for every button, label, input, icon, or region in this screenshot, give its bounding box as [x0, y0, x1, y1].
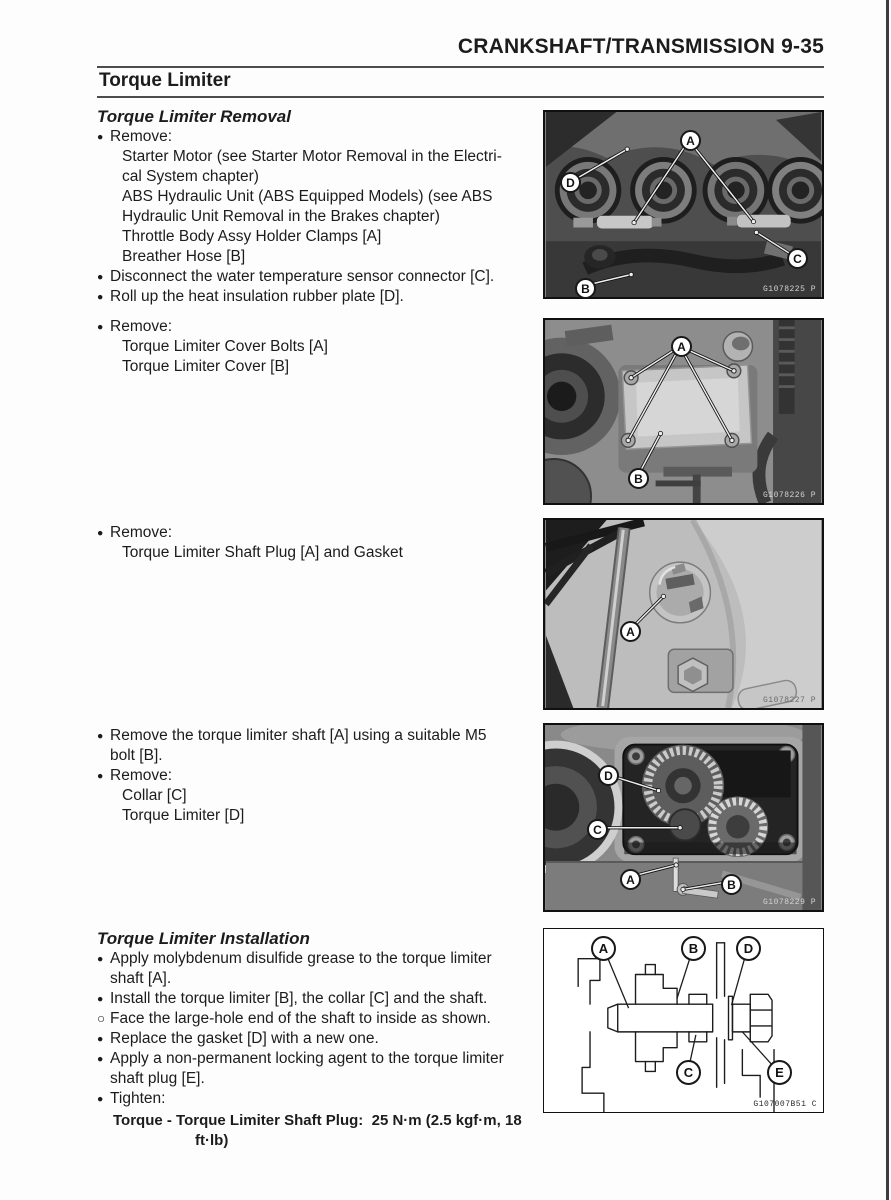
- callout-c: C: [676, 1060, 701, 1085]
- scan-edge-artifact: [886, 0, 889, 1200]
- instruction-line: [97, 1029, 545, 1049]
- instruction-line: [97, 147, 545, 167]
- instruction-text: Disconnect the water temperature sensor connector [C].: [110, 268, 495, 285]
- instruction-line: [97, 989, 545, 1009]
- bullet-icon: ●: [97, 271, 104, 283]
- photo-code: G1078226 P: [762, 491, 816, 500]
- remove-shaft-block: [97, 726, 545, 826]
- figure-throttle-body-photo: [543, 110, 824, 299]
- instruction-line: [97, 746, 545, 766]
- instruction-text: Starter Motor (see Starter Motor Removal in the Electri-: [122, 148, 502, 165]
- callout-a: A: [620, 869, 641, 890]
- instruction-text: Remove:: [110, 318, 173, 335]
- remove-plug-block: [97, 523, 545, 563]
- callout-b: B: [681, 936, 706, 961]
- bullet-icon: ●: [97, 527, 104, 539]
- instruction-text: Tighten:: [110, 1090, 166, 1107]
- instruction-line: [97, 357, 545, 377]
- bullet-icon: ●: [97, 770, 104, 782]
- callout-b: B: [628, 468, 649, 489]
- callout-d: D: [560, 172, 581, 193]
- installation-block: [97, 928, 545, 1151]
- removal-block: [97, 106, 545, 307]
- instruction-line: [97, 207, 545, 227]
- instruction-text: Install the torque limiter [B], the collar [C] and the shaft.: [110, 990, 488, 1007]
- instruction-line: [97, 523, 545, 543]
- bullet-icon: ●: [97, 953, 104, 965]
- leader-lines: [545, 725, 822, 910]
- callout-c: C: [587, 819, 608, 840]
- instruction-line: [97, 267, 545, 287]
- instruction-line: [97, 167, 545, 187]
- instruction-text: shaft [A].: [110, 970, 172, 987]
- instruction-line: [97, 949, 545, 969]
- instruction-line: [97, 1049, 545, 1069]
- callout-d: D: [736, 936, 761, 961]
- callout-a: A: [620, 621, 641, 642]
- callout-d: D: [598, 765, 619, 786]
- instruction-text: Throttle Body Assy Holder Clamps [A]: [122, 228, 382, 245]
- instruction-text: Remove:: [110, 767, 173, 784]
- diagram-code: G107007B51 C: [753, 1100, 817, 1109]
- figure-torque-limiter-photo: [543, 723, 824, 912]
- instruction-line: [97, 806, 545, 826]
- instruction-text: Hydraulic Unit Removal in the Brakes chapter): [122, 208, 440, 225]
- callout-b: B: [575, 278, 596, 299]
- instruction-text: Torque Limiter Cover Bolts [A]: [122, 338, 328, 355]
- callout-a: A: [671, 336, 692, 357]
- instruction-text: ABS Hydraulic Unit (ABS Equipped Models) (see ABS: [122, 188, 493, 205]
- bullet-icon: ●: [97, 131, 104, 143]
- photo-code: G1078225 P: [762, 285, 816, 294]
- instruction-line: [97, 1089, 545, 1109]
- page-title: CRANKSHAFT/TRANSMISSION 9-35: [457, 35, 824, 58]
- instruction-text: Remove:: [110, 524, 173, 541]
- instruction-line: [97, 287, 545, 307]
- instruction-text: cal System chapter): [122, 168, 259, 185]
- figure-shaft-plug-photo: [543, 518, 824, 710]
- bullet-icon: ●: [97, 993, 104, 1005]
- instruction-text: Replace the gasket [D] with a new one.: [110, 1030, 379, 1047]
- instruction-line: [97, 127, 545, 147]
- bullet-icon: ●: [97, 321, 104, 333]
- bullet-icon: ●: [97, 730, 104, 742]
- bullet-icon: ●: [97, 1033, 104, 1045]
- instruction-line: [97, 766, 545, 786]
- instruction-line: [97, 317, 545, 337]
- figure-cover-photo: [543, 318, 824, 505]
- remove-cover-block: [97, 317, 545, 377]
- header-rule: [97, 66, 824, 68]
- photo-code: G1078227 P: [762, 696, 816, 705]
- instruction-line: [97, 543, 545, 563]
- instruction-text: Remove the torque limiter shaft [A] using a suitable M5: [110, 727, 487, 744]
- subsection-heading: Torque Limiter Installation: [97, 929, 310, 948]
- instruction-text: Remove:: [110, 128, 173, 145]
- instruction-line: [97, 1009, 545, 1029]
- instruction-text: bolt [B].: [110, 747, 163, 764]
- bullet-icon: ●: [97, 1093, 104, 1105]
- leader-lines: [545, 520, 822, 708]
- instruction-line: [97, 1069, 545, 1089]
- instruction-line: [97, 227, 545, 247]
- instruction-text: Breather Hose [B]: [122, 248, 246, 265]
- torque-spec-line: ft·lb): [195, 1132, 229, 1149]
- callout-b: B: [721, 874, 742, 895]
- instruction-text: Apply molybdenum disulfide grease to the torque limiter: [110, 950, 492, 967]
- instruction-line: [97, 337, 545, 357]
- bullet-icon: ●: [97, 291, 104, 303]
- instruction-line: [97, 786, 545, 806]
- instruction-line: [97, 726, 545, 746]
- open-bullet-icon: ○: [97, 1011, 106, 1026]
- bullet-icon: ●: [97, 1053, 104, 1065]
- instruction-text: shaft plug [E].: [110, 1070, 205, 1087]
- instruction-text: Apply a non-permanent locking agent to the torque limiter: [110, 1050, 504, 1067]
- instruction-line: [97, 187, 545, 207]
- callout-a: A: [591, 936, 616, 961]
- instruction-text: Roll up the heat insulation rubber plate [D].: [110, 288, 404, 305]
- torque-spec-line: Torque - Torque Limiter Shaft Plug: 25 N·m (2.5 kgf·m, 18: [113, 1112, 522, 1129]
- instruction-text: Collar [C]: [122, 787, 187, 804]
- section-rule: [97, 96, 824, 98]
- instruction-text: Face the large-hole end of the shaft to inside as shown.: [110, 1010, 491, 1027]
- instruction-line: [97, 247, 545, 267]
- instruction-line: [97, 969, 545, 989]
- photo-code: G1078229 P: [762, 898, 816, 907]
- figure-installation-diagram: [543, 928, 824, 1113]
- instruction-text: Torque Limiter [D]: [122, 807, 245, 824]
- instruction-text: Torque Limiter Cover [B]: [122, 358, 290, 375]
- instruction-text: Torque Limiter Shaft Plug [A] and Gasket: [122, 544, 403, 561]
- callout-a: A: [680, 130, 701, 151]
- callout-c: C: [787, 248, 808, 269]
- section-title: Torque Limiter: [99, 70, 231, 91]
- subsection-heading: Torque Limiter Removal: [97, 107, 291, 126]
- callout-e: E: [767, 1060, 792, 1085]
